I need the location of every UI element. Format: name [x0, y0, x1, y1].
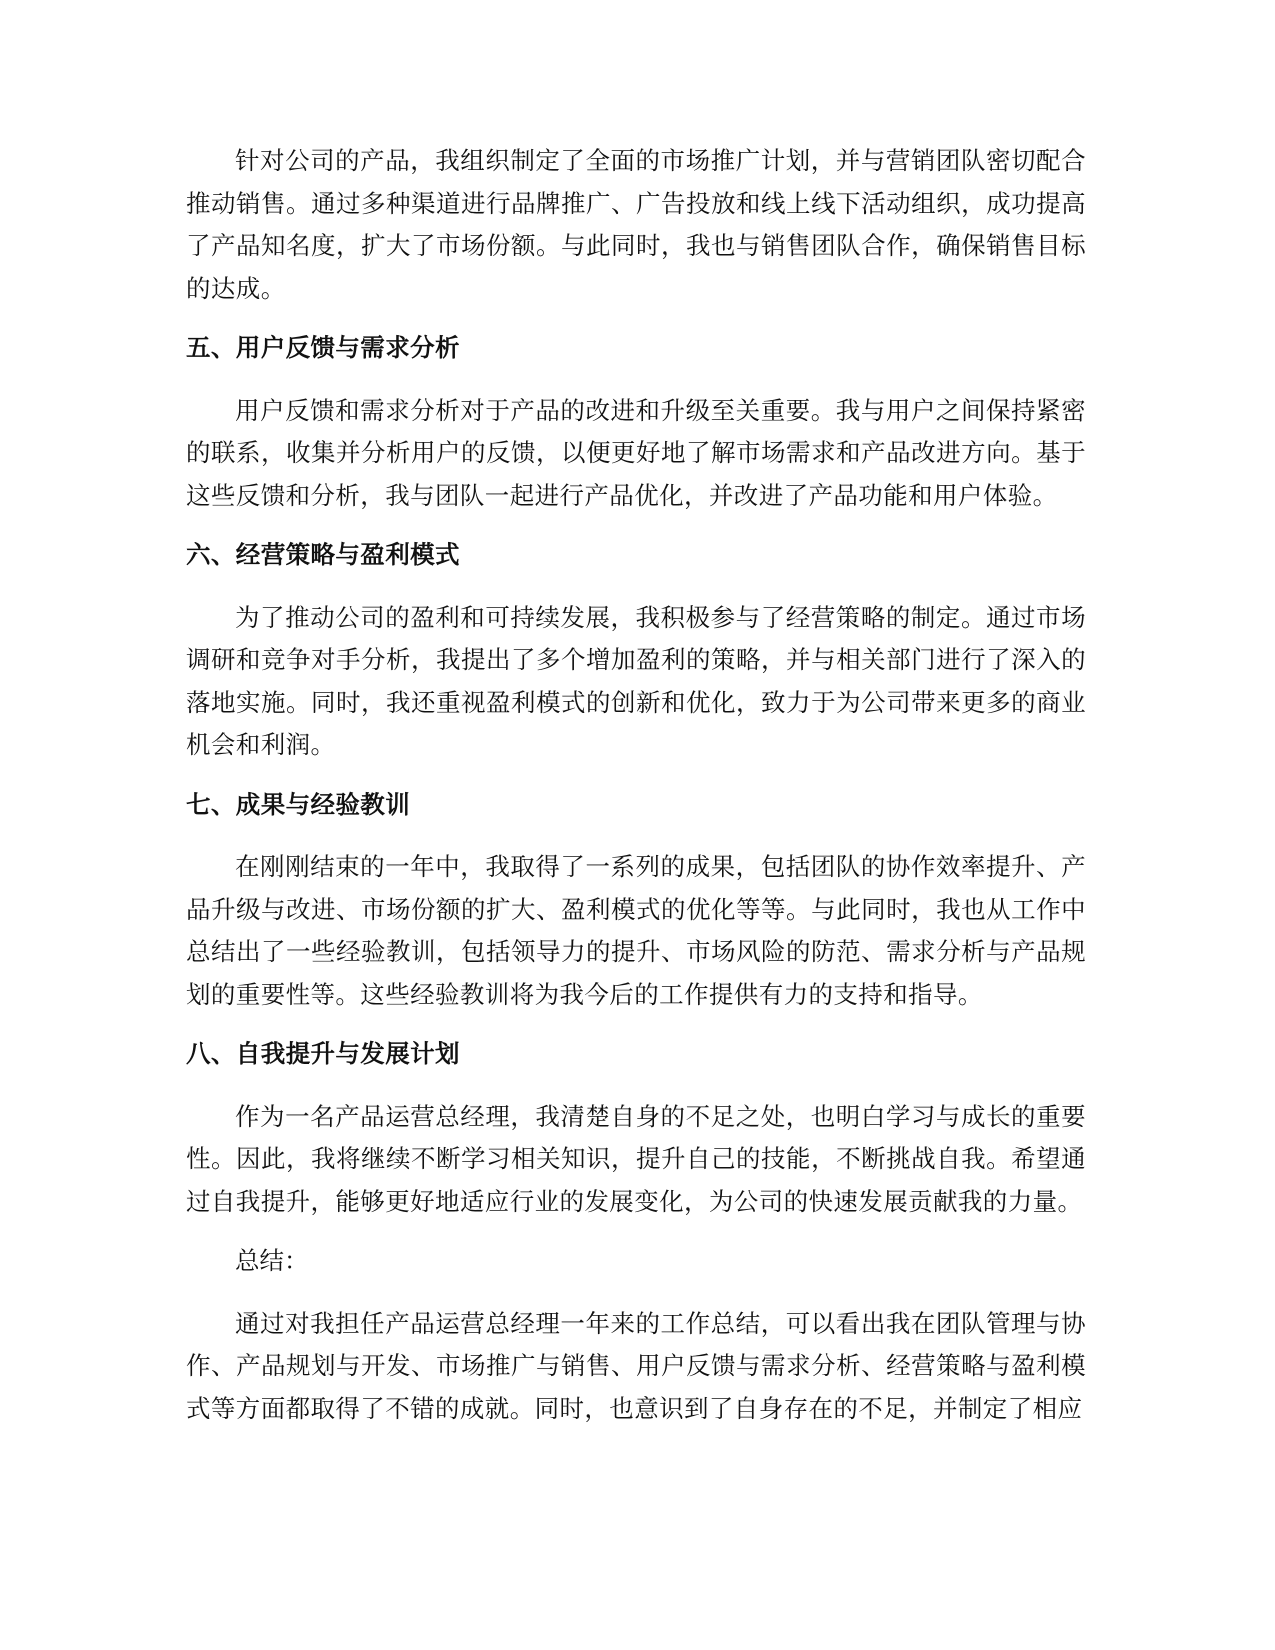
- document-page: [186, 140, 1086, 1447]
- section-6-heading: 六、经营策略与盈利模式: [186, 540, 460, 569]
- section-5-paragraph: 用户反馈和需求分析对于产品的改进和升级至关重要。我与用户之间保持紧密的联系，收集并分析用户的反馈，以便更好地了解市场需求和产品改进方向。基于这些反馈和分析，我与团队一起进行产品优化，并改进了产品功能和用户体验。: [186, 395, 1086, 510]
- section-7-paragraph: 在刚刚结束的一年中，我取得了一系列的成果，包括团队的协作效率提升、产品升级与改进、市场份额的扩大、盈利模式的优化等等。与此同时，我也从工作中总结出了一些经验教训，包括领导力的提升、市场风险的防范、需求分析与产品规划的重要性等。这些经验教训将为我今后的工作提供有力的支持和指导。: [186, 852, 1086, 1009]
- intro-paragraph: 针对公司的产品，我组织制定了全面的市场推广计划，并与营销团队密切配合推动销售。通过多种渠道进行品牌推广、广告投放和线上线下活动组织，成功提高了产品知名度，扩大了市场份额。与此同时，我也与销售团队合作，确保销售目标的达成。: [186, 146, 1086, 303]
- summary-label: 总结：: [235, 1246, 309, 1275]
- section-5-heading: 五、用户反馈与需求分析: [186, 333, 460, 362]
- section-8-paragraph: 作为一名产品运营总经理，我清楚自身的不足之处，也明白学习与成长的重要性。因此，我将继续不断学习相关知识，提升自己的技能，不断挑战自我。希望通过自我提升，能够更好地适应行业的发展变化，为公司的快速发展贡献我的力量。: [186, 1101, 1086, 1216]
- section-6-paragraph: 为了推动公司的盈利和可持续发展，我积极参与了经营策略的制定。通过市场调研和竞争对手分析，我提出了多个增加盈利的策略，并与相关部门进行了深入的落地实施。同时，我还重视盈利模式的创新和优化，致力于为公司带来更多的商业机会和利润。: [186, 602, 1086, 759]
- summary-paragraph: 通过对我担任产品运营总经理一年来的工作总结，可以看出我在团队管理与协作、产品规划与开发、市场推广与销售、用户反馈与需求分析、经营策略与盈利模式等方面都取得了不错的成就。同时，也意识到了自身存在的不足，并制定了相应: [186, 1308, 1086, 1423]
- section-8-heading: 八、自我提升与发展计划: [186, 1039, 460, 1068]
- section-7-heading: 七、成果与经验教训: [186, 789, 411, 819]
